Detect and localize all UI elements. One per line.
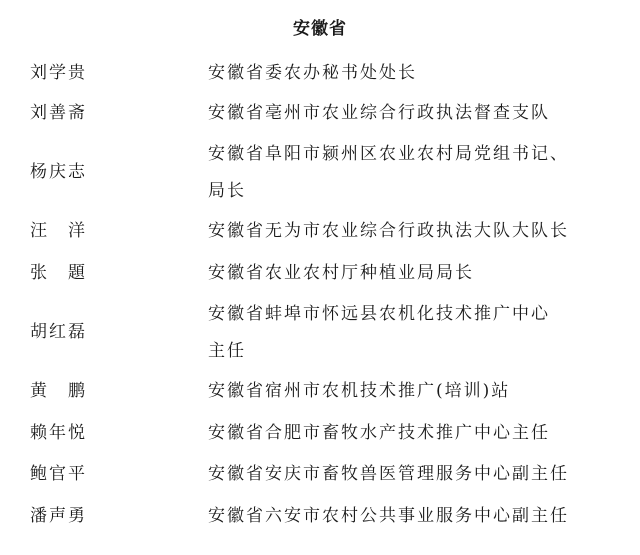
- role-line: 安徽省蚌埠市怀远县农机化技术推广中心: [208, 304, 550, 324]
- role-line: 安徽省合肥市畜牧水产技术推广中心主任: [208, 423, 550, 443]
- role-line: 安徽省亳州市农业综合行政执法督查支队: [208, 103, 550, 123]
- person-name: 潘声勇: [30, 506, 87, 526]
- person-role: [208, 62, 628, 99]
- person-role: [208, 380, 628, 417]
- role-line: 主任: [208, 341, 246, 361]
- person-role: [208, 143, 628, 217]
- section-title: 安徽省: [293, 19, 347, 39]
- person-role: [208, 102, 628, 139]
- person-name: 杨庆志: [30, 162, 87, 182]
- person-name: 鲍官平: [30, 464, 87, 484]
- person-name: 汪 洋: [30, 221, 87, 241]
- person-role: [208, 505, 628, 542]
- role-line: 安徽省安庆市畜牧兽医管理服务中心副主任: [208, 464, 569, 484]
- role-line: 局长: [208, 181, 246, 201]
- role-line: 安徽省无为市农业综合行政执法大队大队长: [208, 221, 569, 241]
- person-role: [208, 220, 628, 257]
- person-name: 赖年悦: [30, 423, 87, 443]
- person-role: [208, 463, 628, 500]
- person-name: 张 題: [30, 263, 87, 283]
- role-line: 安徽省六安市农村公共事业服务中心副主任: [208, 506, 569, 526]
- role-line: 安徽省宿州市农机技术推广(培训)站: [208, 381, 511, 401]
- role-line: 安徽省委农办秘书处处长: [208, 63, 417, 83]
- person-name: 胡红磊: [30, 322, 87, 342]
- role-line: 安徽省阜阳市颍州区农业农村局党组书记、: [208, 144, 569, 164]
- role-line: 安徽省农业农村厅种植业局局长: [208, 263, 474, 283]
- person-name: 刘学贵: [30, 63, 87, 83]
- person-role: [208, 303, 628, 377]
- person-name: 刘善斋: [30, 103, 87, 123]
- person-name: 黄 鹏: [30, 381, 87, 401]
- person-role: [208, 422, 628, 459]
- person-role: [208, 262, 628, 299]
